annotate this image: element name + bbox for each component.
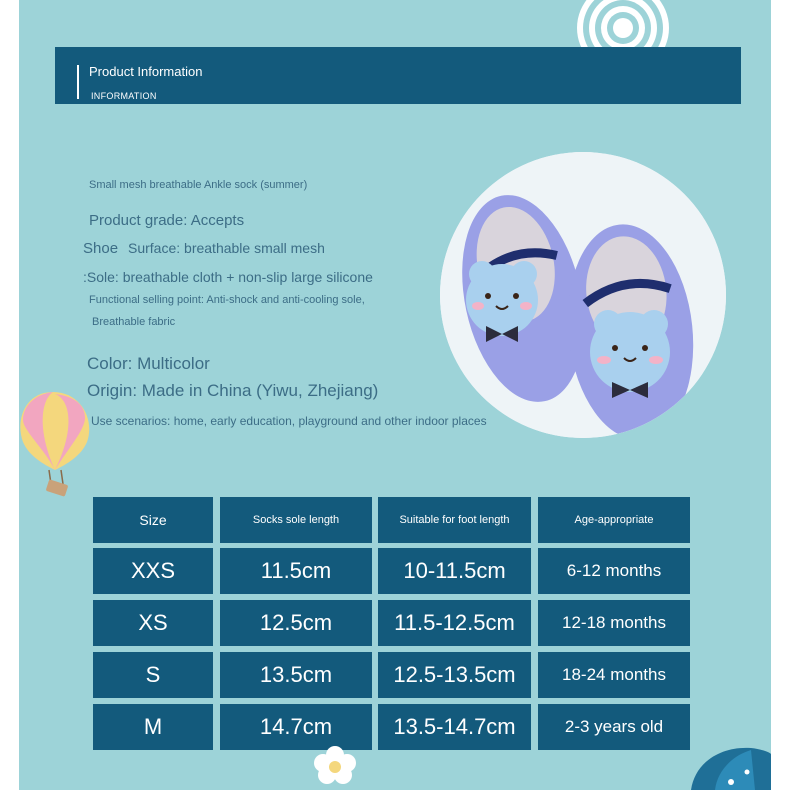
table-cell-age: 6-12 months	[538, 548, 690, 594]
table-cell-age: 12-18 months	[538, 600, 690, 646]
table-cell-sole-length: 12.5cm	[220, 600, 372, 646]
banner-divider	[77, 65, 79, 99]
table-cell-size: M	[93, 704, 213, 750]
product-info-page	[19, 0, 771, 790]
info-line-color: Color: Multicolor	[87, 354, 210, 373]
table-cell-sole-length: 11.5cm	[220, 548, 372, 594]
banner-title: Product Information	[89, 64, 203, 79]
table-cell-foot-length: 10-11.5cm	[378, 548, 531, 594]
table-cell-foot-length: 11.5-12.5cm	[378, 600, 531, 646]
info-line-scenarios: Use scenarios: home, early education, playground and other indoor places	[91, 414, 487, 428]
table-cell-size: XS	[93, 600, 213, 646]
product-photo	[440, 152, 726, 438]
info-line-selling-point: Functional selling point: Anti-shock and anti-cooling sole,	[89, 294, 365, 306]
table-cell-foot-length: 13.5-14.7cm	[378, 704, 531, 750]
banner-subtitle: INFORMATION	[91, 91, 157, 101]
table-header-size: Size	[93, 497, 213, 543]
baby-shoes-illustration	[440, 152, 726, 438]
info-line-grade: Product grade: Accepts	[89, 212, 245, 229]
table-cell-age: 2-3 years old	[538, 704, 690, 750]
table-cell-sole-length: 14.7cm	[220, 704, 372, 750]
table-header-age: Age-appropriate	[538, 497, 690, 543]
table-cell-size: XXS	[93, 548, 213, 594]
table-cell-sole-length: 13.5cm	[220, 652, 372, 698]
info-line-fabric: Breathable fabric	[92, 316, 176, 328]
header-banner	[55, 47, 741, 104]
info-line-surface: Surface: breathable small mesh	[128, 240, 325, 256]
info-line-surface-label: Shoe	[83, 240, 119, 257]
umbrella-icon	[691, 742, 771, 790]
info-line-origin: Origin: Made in China (Yiwu, Zhejiang)	[87, 381, 379, 400]
flower-icon	[305, 745, 365, 785]
table-header-foot-length: Suitable for foot length	[378, 497, 531, 543]
hot-air-balloon-icon	[19, 390, 95, 500]
info-line-product: Small mesh breathable Ankle sock (summer)	[89, 179, 308, 191]
info-line-sole: :Sole: breathable cloth + non-slip large silicone	[83, 269, 373, 285]
table-cell-size: S	[93, 652, 213, 698]
table-cell-foot-length: 12.5-13.5cm	[378, 652, 531, 698]
table-header-sole-length: Socks sole length	[220, 497, 372, 543]
table-cell-age: 18-24 months	[538, 652, 690, 698]
